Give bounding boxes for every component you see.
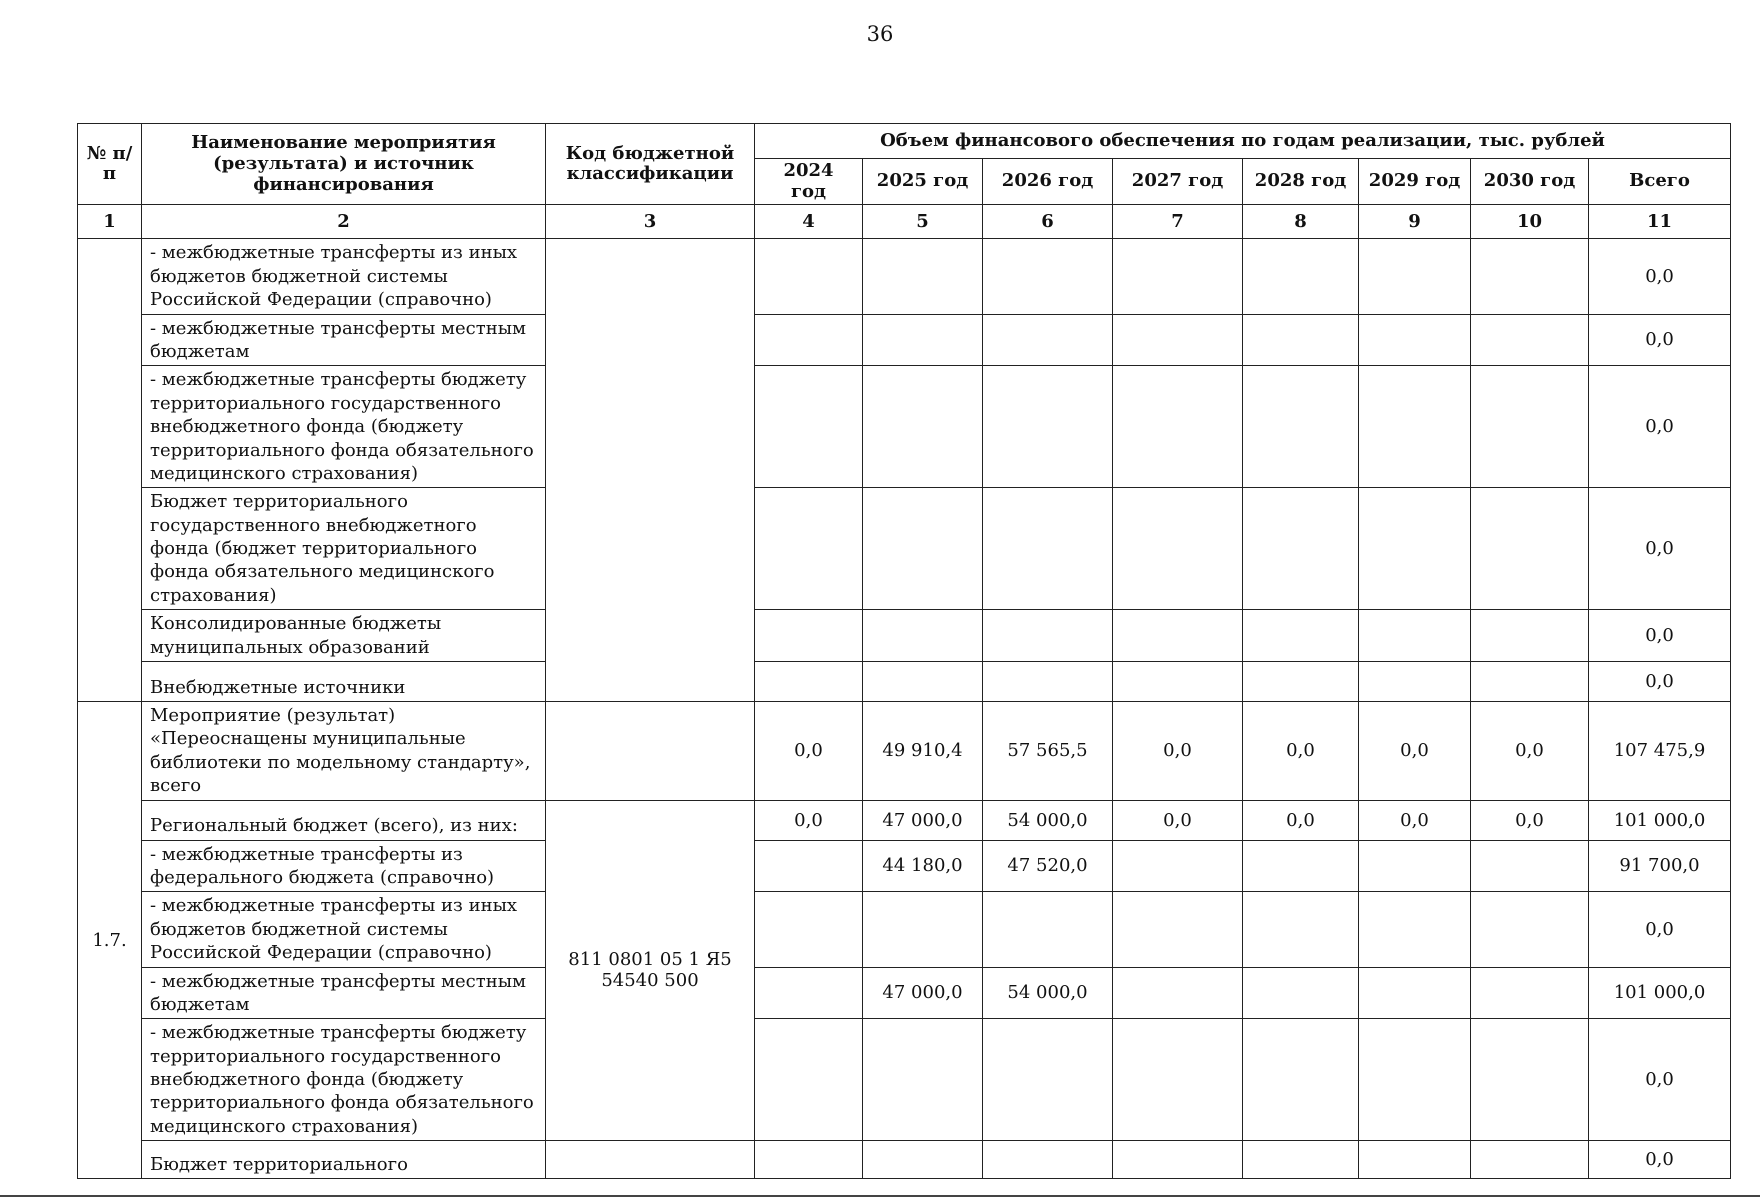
value-cell (1359, 892, 1471, 967)
value-cell: 0,0 (1359, 702, 1471, 801)
value-cell: 0,0 (1243, 702, 1359, 801)
value-cell (863, 610, 983, 662)
value-cell (1243, 488, 1359, 610)
value-cell (1243, 1141, 1359, 1179)
value-cell (1471, 1141, 1589, 1179)
header-col-number: 10 (1471, 205, 1589, 239)
table-row (78, 1019, 1731, 1141)
value-cell (1113, 610, 1243, 662)
table-row (78, 1141, 1731, 1179)
value-cell (863, 1019, 983, 1141)
value-cell (755, 892, 863, 967)
value-cell: 0,0 (755, 702, 863, 801)
value-cell (1359, 488, 1471, 610)
value-cell (863, 488, 983, 610)
value-cell: 57 565,5 (983, 702, 1113, 801)
value-cell (983, 1141, 1113, 1179)
header-name: Наименование мероприятия (результата) и источник финансирования (142, 124, 546, 205)
value-cell (755, 840, 863, 892)
header-year: 2027 год (1113, 159, 1243, 205)
header-num: № п/п (78, 124, 142, 205)
value-cell: 0,0 (755, 800, 863, 840)
header-year: 2024 год (755, 159, 863, 205)
value-cell: 0,0 (1113, 800, 1243, 840)
row-index (78, 239, 142, 702)
funding-source-name: Внебюджетные источники (142, 662, 546, 702)
value-cell (1243, 662, 1359, 702)
value-cell: 0,0 (1471, 800, 1589, 840)
value-cell (1243, 840, 1359, 892)
header-col-number: 8 (1243, 205, 1359, 239)
value-cell (1471, 840, 1589, 892)
budget-code (546, 702, 755, 801)
table-row (78, 239, 1731, 314)
value-cell: 0,0 (1113, 702, 1243, 801)
value-cell (863, 366, 983, 488)
funding-source-name: - межбюджетные трансферты местным бюджетам (142, 314, 546, 366)
funding-source-name: Бюджет территориального (142, 1141, 546, 1179)
header-year: 2025 год (863, 159, 983, 205)
value-cell: 101 000,0 (1589, 967, 1731, 1019)
value-cell (1243, 967, 1359, 1019)
value-cell: 0,0 (1243, 800, 1359, 840)
value-cell (1113, 892, 1243, 967)
value-cell (983, 314, 1113, 366)
value-cell (1359, 967, 1471, 1019)
value-cell: 0,0 (1589, 239, 1731, 314)
table-row (78, 800, 1731, 840)
value-cell (983, 239, 1113, 314)
value-cell (1471, 610, 1589, 662)
funding-table (77, 123, 1731, 1179)
value-cell (1243, 314, 1359, 366)
table-row (78, 314, 1731, 366)
value-cell (1113, 1019, 1243, 1141)
header-col-number: 5 (863, 205, 983, 239)
value-cell (1359, 840, 1471, 892)
table-row (78, 366, 1731, 488)
value-cell (1113, 840, 1243, 892)
value-cell (1471, 239, 1589, 314)
header-code: Код бюджетной классификации (546, 124, 755, 205)
value-cell (1113, 366, 1243, 488)
value-cell: 107 475,9 (1589, 702, 1731, 801)
value-cell: 47 000,0 (863, 800, 983, 840)
value-cell: 0,0 (1589, 892, 1731, 967)
funding-source-name: - межбюджетные трансферты бюджету территориального государственного внебюджетного фонда (бюджету территориального фонда обязательного медицинского страхования) (142, 1019, 546, 1141)
value-cell (983, 488, 1113, 610)
budget-code (546, 1141, 755, 1179)
header-col-number: 2 (142, 205, 546, 239)
value-cell (1243, 1019, 1359, 1141)
value-cell (1359, 662, 1471, 702)
value-cell (863, 314, 983, 366)
value-cell: 0,0 (1359, 800, 1471, 840)
value-cell (755, 314, 863, 366)
header-col-number: 3 (546, 205, 755, 239)
value-cell (1243, 610, 1359, 662)
value-cell (863, 662, 983, 702)
value-cell (863, 239, 983, 314)
value-cell: 47 000,0 (863, 967, 983, 1019)
value-cell (755, 967, 863, 1019)
value-cell (863, 1141, 983, 1179)
value-cell: 0,0 (1589, 610, 1731, 662)
header-col-number: 1 (78, 205, 142, 239)
budget-code (546, 239, 755, 702)
value-cell (983, 662, 1113, 702)
header-year: Всего (1589, 159, 1731, 205)
header-year: 2028 год (1243, 159, 1359, 205)
row-index: 1.7. (78, 702, 142, 1179)
header-col-number: 11 (1589, 205, 1731, 239)
value-cell: 0,0 (1589, 1019, 1731, 1141)
table-row (78, 892, 1731, 967)
funding-source-name: Мероприятие (результат) «Переоснащены муниципальные библиотеки по модельному стандарту», всего (142, 702, 546, 801)
budget-code: 811 0801 05 1 Я5 54540 500 (546, 800, 755, 1141)
table-row (78, 967, 1731, 1019)
value-cell (1359, 1141, 1471, 1179)
value-cell (1113, 1141, 1243, 1179)
value-cell: 54 000,0 (983, 967, 1113, 1019)
value-cell (755, 662, 863, 702)
value-cell: 101 000,0 (1589, 800, 1731, 840)
header-year: 2029 год (1359, 159, 1471, 205)
funding-source-name: Региональный бюджет (всего), из них: (142, 800, 546, 840)
funding-source-name: - межбюджетные трансферты из иных бюджетов бюджетной системы Российской Федерации (справочно) (142, 892, 546, 967)
header-col-number: 6 (983, 205, 1113, 239)
funding-source-name: - межбюджетные трансферты из иных бюджетов бюджетной системы Российской Федерации (справочно) (142, 239, 546, 314)
value-cell (1113, 488, 1243, 610)
value-cell (1471, 662, 1589, 702)
value-cell (1471, 1019, 1589, 1141)
value-cell (755, 610, 863, 662)
value-cell (983, 610, 1113, 662)
table-row (78, 702, 1731, 801)
value-cell: 0,0 (1589, 662, 1731, 702)
value-cell (1359, 314, 1471, 366)
value-cell (1359, 1019, 1471, 1141)
table-row (78, 662, 1731, 702)
page-bottom-rule (0, 1195, 1760, 1197)
table-row (78, 840, 1731, 892)
table-row (78, 488, 1731, 610)
header-col-number: 4 (755, 205, 863, 239)
value-cell (1113, 314, 1243, 366)
value-cell: 0,0 (1589, 488, 1731, 610)
value-cell: 47 520,0 (983, 840, 1113, 892)
value-cell (1243, 366, 1359, 488)
header-year: 2030 год (1471, 159, 1589, 205)
value-cell (755, 1019, 863, 1141)
value-cell (755, 1141, 863, 1179)
value-cell (983, 366, 1113, 488)
value-cell (863, 892, 983, 967)
value-cell: 0,0 (1589, 314, 1731, 366)
value-cell (1113, 967, 1243, 1019)
header-funding: Объем финансового обеспечения по годам реализации, тыс. рублей (755, 124, 1731, 159)
funding-source-name: Консолидированные бюджеты муниципальных образований (142, 610, 546, 662)
value-cell (1471, 967, 1589, 1019)
value-cell: 0,0 (1589, 1141, 1731, 1179)
value-cell: 0,0 (1471, 702, 1589, 801)
header-year: 2026 год (983, 159, 1113, 205)
funding-source-name: - межбюджетные трансферты бюджету территориального государственного внебюджетного фонда (бюджету территориального фонда обязательного медицинского страхования) (142, 366, 546, 488)
value-cell (1471, 488, 1589, 610)
header-col-number: 7 (1113, 205, 1243, 239)
value-cell (983, 892, 1113, 967)
value-cell (1243, 892, 1359, 967)
value-cell (755, 366, 863, 488)
value-cell (1243, 239, 1359, 314)
value-cell (1359, 610, 1471, 662)
funding-source-name: Бюджет территориального государственного внебюджетного фонда (бюджет территориального фонда обязательного медицинского страхования) (142, 488, 546, 610)
value-cell (1113, 239, 1243, 314)
value-cell (1471, 892, 1589, 967)
value-cell: 49 910,4 (863, 702, 983, 801)
funding-source-name: - межбюджетные трансферты местным бюджетам (142, 967, 546, 1019)
value-cell (1471, 314, 1589, 366)
table-row (78, 610, 1731, 662)
value-cell: 44 180,0 (863, 840, 983, 892)
page-number: 36 (866, 22, 894, 46)
value-cell: 91 700,0 (1589, 840, 1731, 892)
value-cell: 54 000,0 (983, 800, 1113, 840)
header-col-number: 9 (1359, 205, 1471, 239)
value-cell (1471, 366, 1589, 488)
value-cell (1113, 662, 1243, 702)
value-cell (1359, 366, 1471, 488)
funding-source-name: - межбюджетные трансферты из федерального бюджета (справочно) (142, 840, 546, 892)
value-cell: 0,0 (1589, 366, 1731, 488)
value-cell (1359, 239, 1471, 314)
value-cell (755, 488, 863, 610)
value-cell (983, 1019, 1113, 1141)
value-cell (755, 239, 863, 314)
